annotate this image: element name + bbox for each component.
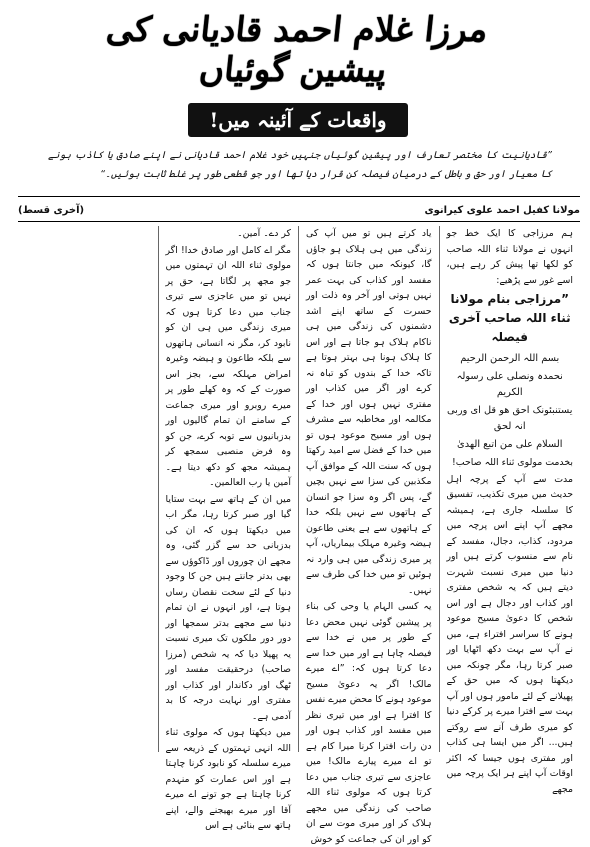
paragraph: میں ان کے ہاتھ سے بہت ستایا گیا اور صبر کرتا رہا، مگر اب میں دیکھتا ہوں کہ ان کی بدزبانی حد سے گزر گئی، وہ مجھے ان چوروں اور ڈاکوؤں سے بھی بدتر جانتے ہیں جن کا وجود دنیا کے لئے سخت نقصان رساں ہوتا ہے، اور انہوں نے ان تمام دنیا سے مجھے بدتر سمجھا اور دور دور ملکوں تک میری نسبت یہ پھیلا دیا کہ یہ شخص (مرزا صاحب) درحقیقت مفسد اور ٹھگ اور دکاندار اور کذاب اور مفتری اور نہایت درجہ کا بد آدمی ہے۔ — [165, 493, 291, 722]
paragraph: ہم مرزاجی کا ایک خط جو انہوں نے مولانا ثناء اللہ صاحب کو لکھا تھا پیش کر رہے ہیں، اسے غور سے پڑھیے: — [446, 228, 573, 286]
column-1 — [440, 226, 581, 795]
part-label: (آخری قسط) — [18, 204, 85, 216]
arabic-line: السلام علی من اتبع الھدیٰ — [457, 439, 563, 450]
paragraph: میں دیکھتا ہوں کہ مولوی ثناء اللہ انہی تہمتوں کے ذریعہ سے میرے سلسلہ کو نابود کرنا چاہتا ہے اور اس عمارت کو منہدم کرنا چاہتا ہے جو تونے اے میرے آقا اور میرے بھیجنے والے، اپنے ہاتھ سے بنائی ہے اس — [165, 727, 291, 831]
column-4-empty — [18, 226, 159, 752]
author-name: مولانا کفیل احمد علوی کیرانوی — [424, 204, 580, 216]
divider-top — [18, 196, 580, 197]
page-title: مرزا غلام احمد قادیانی کی پیشین گوئیاں — [104, 10, 490, 90]
article-columns — [18, 226, 580, 845]
salutation: بخدمت مولوی ثناء اللہ صاحب! — [452, 457, 573, 468]
byline-row — [18, 200, 580, 220]
arabic-line: نحمدہ ونصلی علی رسولہ الکریم — [456, 371, 563, 398]
paragraph: کر دے۔ آمین۔ — [237, 228, 291, 239]
paragraph: یاد کرتے ہیں تو میں آپ کی زندگی میں ہی ہلاک ہو جاؤں گا، کیونکہ میں جانتا ہوں کہ مفسد اور کذاب کی بہت عمر نہیں ہوتی اور آخر وہ ذلت اور حسرت کے ساتھ اپنے اشد دشمنوں کی زندگی میں ہی ناکام ہلاک ہو جاتا ہے اور اس کا ہلاک ہونا ہی بہتر ہوتا ہے تاکہ خدا کے بندوں کو تباہ نہ کرے اور اگر میں کذاب اور مفتری نہیں ہوں اور خدا کے مکالمہ اور مخاطبہ سے مشرف ہوں اور مسیح موعود ہوں تو میں خدا کے فضل سے امید رکھتا ہوں کہ سنت اللہ کے موافق آپ مکذبین کی سزا سے نہیں بچیں گے، پس اگر وہ سزا جو انسان کے ہاتھوں سے نہیں بلکہ خدا کے ہاتھوں سے ہے یعنی طاعون ہیضہ وغیرہ مہلک بیماریاں، آپ پر میری زندگی میں ہی وارد نہ ہوئیں تو میں خدا کی طرف سے نہیں۔ — [306, 228, 432, 596]
paragraph: یہ کسی الہام یا وحی کی بناء پر پیشین گوئی نہیں محض دعا کے طور پر میں نے خدا سے فیصلہ چاہا ہے اور میں خدا سے دعا کرتا ہوں کہ: ”اے میرے مالک! اگر یہ دعویٰ مسیح موعود ہونے کا محض میرے نفس کا افترا ہے اور میں تیری نظر میں مفسد اور کذاب ہوں اور دن رات افترا کرنا میرا کام ہے تو اے میرے پیارے مالک! میں عاجزی سے تیری جناب میں دعا کرتا ہوں کہ مولوی ثناء اللہ صاحب کی زندگی میں مجھے ہلاک کر اور میری موت سے ان کو اور ان کی جماعت کو خوش — [305, 601, 432, 845]
column-2 — [299, 226, 440, 845]
subtitle-banner — [188, 103, 408, 137]
intro-paragraph: ”قادیانیت کا مختصر تعارف اور پیشین گوئیاں جنہیں خود غلام احمد قادیانی نے اپنے صادق یا کاذب ہونے کا معیار اور حق و باطل کے درمیان فیصلہ کن قرار دیا تھا اور جو قطعی طور پر غلط ثابت ہوئیں۔“ — [48, 150, 552, 180]
paragraph: مدت سے آپ کے پرچہ اہل حدیث میں میری تکذیب، تفسیق کا سلسلہ جاری ہے، ہمیشہ مجھے آپ اپنے اس پرچہ میں مردود، کذاب، دجال، مفسد کے نام سے منسوب کرتے ہیں اور دنیا میں میری نسبت شہرت دیتے ہیں کہ یہ شخص مفتری اور کذاب اور دجال ہے اور اس شخص کا دعویٰ مسیح موعود ہونے کا سراسر افتراء ہے، میں نے آپ سے بہت دکھ اٹھایا اور صبر کرتا رہا، مگر چونکہ میں دیکھتا ہوں کہ میں حق کے پھیلانے کے لئے مامور ہوں اور آپ بہت سے افترا میرے پر کرکے دنیا کو میری طرف آنے سے روکتے ہیں... اگر میں ایسا ہی کذاب اور مفتری ہوں جیسا کہ اکثر اوقات آپ اپنے ہر ایک پرچہ میں مجھے — [446, 473, 573, 795]
divider-bottom — [18, 221, 580, 222]
arabic-line: بسم اللہ الرحمن الرحیم — [460, 353, 560, 364]
paragraph: مگر اے کامل اور صادق خدا! اگر مولوی ثناء اللہ ان تہمتوں میں جو مجھ پر لگاتا ہے، حق پر نہیں تو میں عاجزی سے تیری جناب میں دعا کرتا ہوں کہ میری زندگی میں ہی ان کو نابود کر، مگر نہ انسانی ہاتھوں سے بلکہ طاعون و ہیضہ وغیرہ امراض مہلکہ سے، بجز اس صورت کے کہ وہ کھلے طور پر میرے روبرو اور میری جماعت کے سامنے ان تمام گالیوں اور بدزبانیوں سے توبہ کرے، جن کو وہ فرض منصبی سمجھ کر ہمیشہ مجھ کو دکھ دیتا ہے۔ آمین یا رب العالمین۔ — [165, 244, 291, 488]
letter-heading: ”مرزاجی بنام مولانا ثناء اللہ صاحب آخری فیصلہ — [448, 292, 571, 344]
column-3 — [159, 226, 300, 831]
subtitle-text: واقعات کے آئینہ میں! — [209, 108, 387, 132]
arabic-line: یستنبئونک احق ھو قل ای وربی انہ لحق — [447, 405, 573, 432]
